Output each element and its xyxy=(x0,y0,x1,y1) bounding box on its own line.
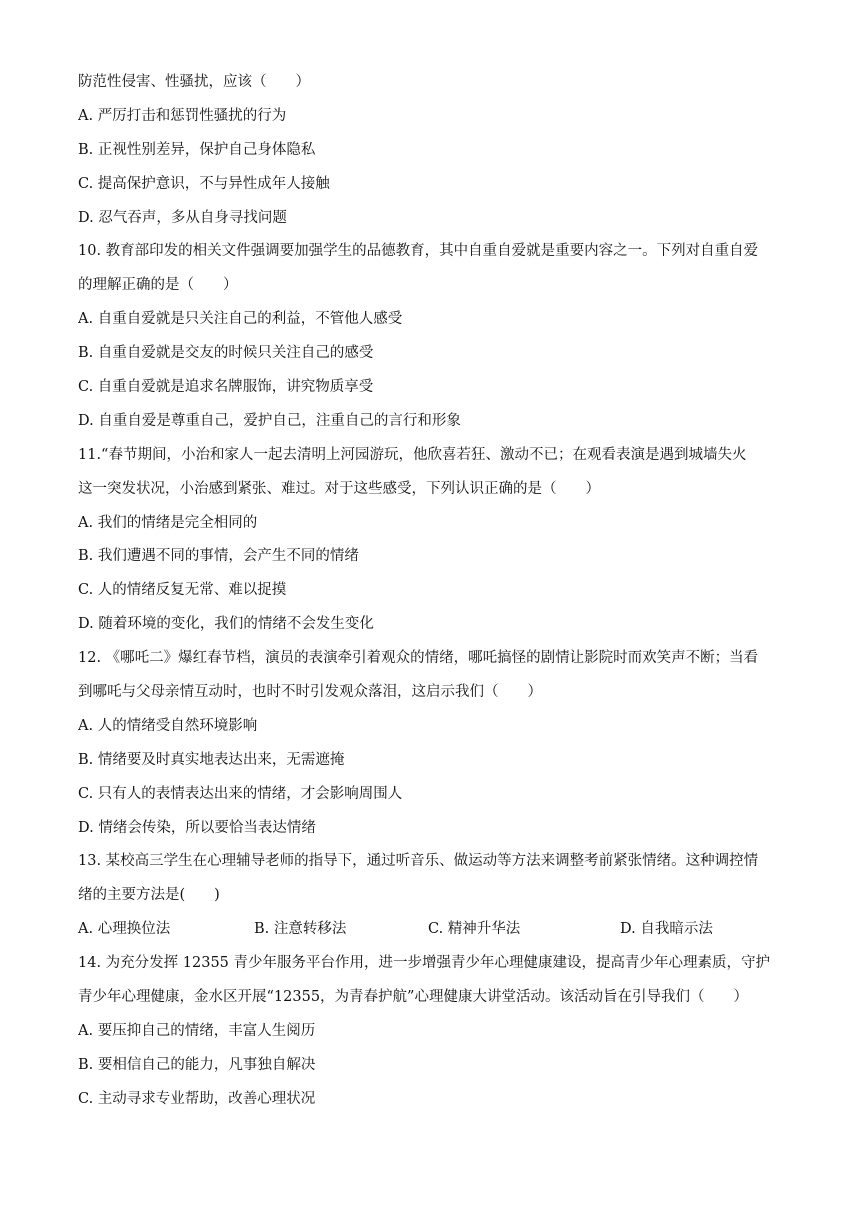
question-stem-line-1: 14. 为充分发挥 12355 青少年服务平台作用，进一步增强青少年心理健康建设，提高青少年心理素质，守护 xyxy=(78,955,771,972)
question-stem-line-2: 青少年心理健康，金水区开展“12355，为青春护航”心理健康大讲堂活动。该活动旨在引导我们（ ） xyxy=(78,989,748,1006)
option-d: D. 情绪会传染，所以要恰当表达情绪 xyxy=(78,819,316,836)
options-row xyxy=(78,919,790,939)
option-d: D. 自重自爱是尊重自己，爱护自己，注重自己的言行和形象 xyxy=(78,412,461,429)
question-13 xyxy=(78,851,790,939)
question-stem-line-2: 这一突发状况，小治感到紧张、难过。对于这些感受，下列认识正确的是（ ） xyxy=(78,480,600,497)
option-d: D. 随着环境的变化，我们的情绪不会发生变化 xyxy=(78,616,374,633)
option-a: A. 严厉打击和惩罚性骚扰的行为 xyxy=(78,107,287,124)
option-b: B. 要相信自己的能力，凡事独自解决 xyxy=(78,1056,316,1073)
question-12 xyxy=(78,648,790,837)
question-9 xyxy=(78,72,790,228)
option-a: A. 自重自爱就是只关注自己的利益，不管他人感受 xyxy=(78,311,403,328)
option-a: A. 心理换位法 xyxy=(78,921,171,938)
option-b: B. 我们遭遇不同的事情，会产生不同的情绪 xyxy=(78,548,359,565)
option-b: B. 情绪要及时真实地表达出来，无需遮掩 xyxy=(78,751,345,768)
question-stem-line-2: 的理解正确的是（ ） xyxy=(78,277,238,294)
question-stem-line-2: 到哪吒与父母亲情互动时，也时不时引发观众落泪，这启示我们（ ） xyxy=(78,684,542,701)
option-d: D. 自我暗示法 xyxy=(620,921,713,938)
question-11 xyxy=(78,445,790,634)
document-page xyxy=(78,72,790,1123)
option-c: C. 人的情绪反复无常、难以捉摸 xyxy=(78,582,287,599)
question-10 xyxy=(78,241,790,430)
option-a: A. 要压抑自己的情绪，丰富人生阅历 xyxy=(78,1022,316,1039)
question-stem-line-2: 绪的主要方法是( ) xyxy=(78,887,220,904)
option-c: C. 提高保护意识，不与异性成年人接触 xyxy=(78,175,330,192)
option-c: C. 精神升华法 xyxy=(428,921,521,938)
question-stem-line-1: 13. 某校高三学生在心理辅导老师的指导下，通过听音乐、做运动等方法来调整考前紧张情绪。这种调控情 xyxy=(78,853,759,870)
option-d: D. 忍气吞声，多从自身寻找问题 xyxy=(78,209,287,226)
question-14 xyxy=(78,953,790,1109)
question-stem-line-1: 12. 《哪吒二》爆红春节档，演员的表演牵引着观众的情绪，哪吒搞怪的剧情让影院时而欢笑声不断；当看 xyxy=(78,650,759,667)
option-b: B. 自重自爱就是交友的时候只关注自己的感受 xyxy=(78,345,374,362)
option-c: C. 自重自爱就是追求名牌服饰，讲究物质享受 xyxy=(78,379,374,396)
option-a: A. 我们的情绪是完全相同的 xyxy=(78,514,258,531)
option-a: A. 人的情绪受自然环境影响 xyxy=(78,717,258,734)
option-b: B. 注意转移法 xyxy=(254,921,347,938)
option-c: C. 主动寻求专业帮助，改善心理状况 xyxy=(78,1090,316,1107)
question-stem-line-1: 10. 教育部印发的相关文件强调要加强学生的品德教育，其中自重自爱就是重要内容之一。下列对自重自爱 xyxy=(78,243,759,260)
option-c: C. 只有人的表情表达出来的情绪，才会影响周围人 xyxy=(78,785,403,802)
option-b: B. 正视性别差异，保护自己身体隐私 xyxy=(78,141,316,158)
question-stem-line-1: 11.“春节期间，小治和家人一起去清明上河园游玩，他欣喜若狂、激动不已；在观看表演是遇到城墙失火 xyxy=(78,446,747,463)
question-stem: 防范性侵害、性骚扰，应该（ ） xyxy=(78,74,310,90)
